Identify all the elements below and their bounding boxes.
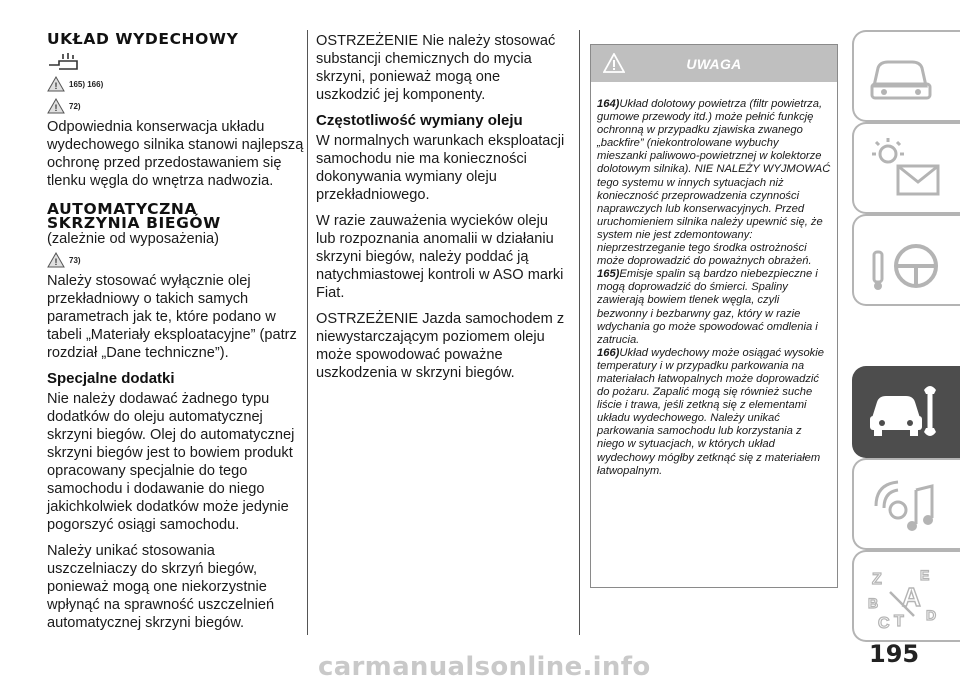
tab-warning-lights[interactable] <box>852 122 960 214</box>
warning-box-body <box>591 82 837 478</box>
heading-oil-change-frequency: Częstotliwość wymiany oleju <box>316 112 523 129</box>
caution-triangle-icon <box>47 98 65 114</box>
caution-triangle-icon <box>47 252 65 268</box>
car-dashboard-icon <box>868 42 938 108</box>
warning-triangle-icon <box>603 53 625 73</box>
exhaust-paragraph: Odpowiednia konserwacja układu wydechowego silnika stanowi najlepszą ochronę przed przedostawaniem się tlenku węgla do wnętrza nadwozia. <box>47 119 304 189</box>
svg-text:!: ! <box>54 81 58 91</box>
index-letter: B <box>868 595 879 611</box>
low-oil-warning-paragraph: OSTRZEŻENIE Jazda samochodem z niewystarczającym poziomem oleju może spowodować poważne uszkodzenia w skrzyni biegów. <box>316 311 565 381</box>
tab-multimedia[interactable] <box>852 458 960 550</box>
heading-automatic-gearbox-2: SKRZYNIA BIEGÓW <box>47 214 221 232</box>
heading-automatic-gearbox-1: AUTOMATYCZNA <box>47 200 198 218</box>
seat-steering-icon <box>868 226 944 298</box>
caution-refs: 72) <box>69 101 81 111</box>
sealants-paragraph: Należy unikać stosowania uszczelniaczy do skrzyń biegów, ponieważ mogą one niekorzystnie wpłynąć na sprawność uszczelnień automatycznej skrzyni biegów. <box>47 543 275 631</box>
watermark: carmanualsonline.info <box>318 652 651 678</box>
warning-refs: 165) 166) <box>69 79 104 89</box>
equipment-note: (zależnie od wyposażenia) <box>47 231 219 247</box>
tab-dashboard[interactable] <box>852 30 960 122</box>
index-letter: A <box>902 582 921 612</box>
index-letter: T <box>894 613 904 630</box>
page-number: 195 <box>869 640 920 668</box>
caution-refs-2: 73) <box>69 255 81 265</box>
alphabetical-index-icon <box>868 562 948 634</box>
column-divider <box>307 30 308 635</box>
left-column <box>47 32 305 640</box>
warning-box-header <box>591 45 837 82</box>
warning-lights-icon <box>868 134 944 206</box>
caution-ref-row <box>47 96 305 116</box>
tab-alphabetical-index[interactable] <box>852 550 960 642</box>
warning-box <box>590 44 838 588</box>
caution-ref-row-2 <box>47 250 305 270</box>
warning-triangle-icon <box>47 76 65 92</box>
warning-item: 164)Układ dolotowy powietrza (filtr powietrza, gumowe przewody itd.) może pełnić funkcję ochronną w przypadku zjawiska zwanego „backfire” (niekontrolowane wybuchy mieszanki paliwowo-powietrznej w kolektorze dolotowym silnika). NIE NALEŻY WYJMOWAĆ tego systemu w innych sytuacjach niż konieczność przeprowadzenia czynności naprawczych lub konserwacyjnych. Przed uruchomieniem silnika należy upewnić się, że system nie jest zdemontowany: nieprzestrzeganie tego środka ostrożności może doprowadzić do poważnych obrażeń. <box>597 98 831 268</box>
warning-ref-row <box>47 74 305 94</box>
warning-item: 166)Układ wydechowy może osiągać wysokie temperatury i w przypadku parkowania na materiałach łatwopalnych może doprowadzić do pożaru. Zapalić mogą się również suche liście i trawa, jeśli zetkną się z elementami układu wydechowego. Należy unikać parkowania samochodu lub korzystania z niego w sytuacjach, w których układ wydechowy mógłby zetknąć się z materiałem łatwopalnym. <box>597 346 824 477</box>
svg-text:!: ! <box>54 103 58 113</box>
leaks-paragraph: W razie zauważenia wycieków oleju lub rozpoznania anomalii w działaniu skrzyni biegów, należy poddać ją natychmiastowej kontroli w ASO marki Fiat. <box>316 213 564 301</box>
index-letter: C <box>878 615 890 632</box>
middle-column <box>316 32 568 390</box>
tab-seat-steering[interactable] <box>852 214 960 306</box>
svg-text:!: ! <box>54 257 58 267</box>
exhaust-pipe-icon <box>47 50 305 72</box>
heading-special-additives: Specjalne dodatki <box>47 370 175 387</box>
tab-maintenance[interactable] <box>852 366 960 458</box>
index-letter: D <box>926 607 937 623</box>
heading-exhaust-system: UKŁAD WYDECHOWY <box>47 30 239 48</box>
column-divider <box>579 30 580 635</box>
warning-title: UWAGA <box>686 55 742 72</box>
index-letter: Z <box>872 571 882 588</box>
gear-oil-paragraph: Należy stosować wyłącznie olej przekładniowy o takich samych parametrach jak te, które podano w tabeli „Materiały eksploatacyjne” (patrz rozdział „Dane techniczne”). <box>47 273 297 361</box>
car-maintenance-icon <box>868 378 944 444</box>
chemicals-warning-paragraph: OSTRZEŻENIE Nie należy stosować substancji chemicznych do mycia skrzyni, ponieważ mogą one uszkodzić jej komponenty. <box>316 33 556 103</box>
additives-paragraph: Nie należy dodawać żadnego typu dodatków do oleju automatycznej skrzyni biegów. Olej do automatycznej skrzyni biegów jest to bowiem produkt opracowany specjalnie do tego samochodu i dodawanie do niego jakichkolwiek dodatków może jedynie pogorszyć osiągi samochodu. <box>47 391 295 533</box>
multimedia-icon <box>868 470 944 542</box>
oil-change-paragraph: W normalnych warunkach eksploatacji samochodu nie ma konieczności dokonywania wymiany oleju przekładniowego. <box>316 133 565 203</box>
warning-item: 165)Emisje spalin są bardzo niebezpieczne i mogą doprowadzić do śmierci. Spaliny zawierają bowiem tlenek węgla, czyli bezwonny i bezbarwny gaz, który w razie wdychania go może spowodować omdlenia i zatrucia. <box>597 268 818 346</box>
index-letter: E <box>920 567 930 583</box>
